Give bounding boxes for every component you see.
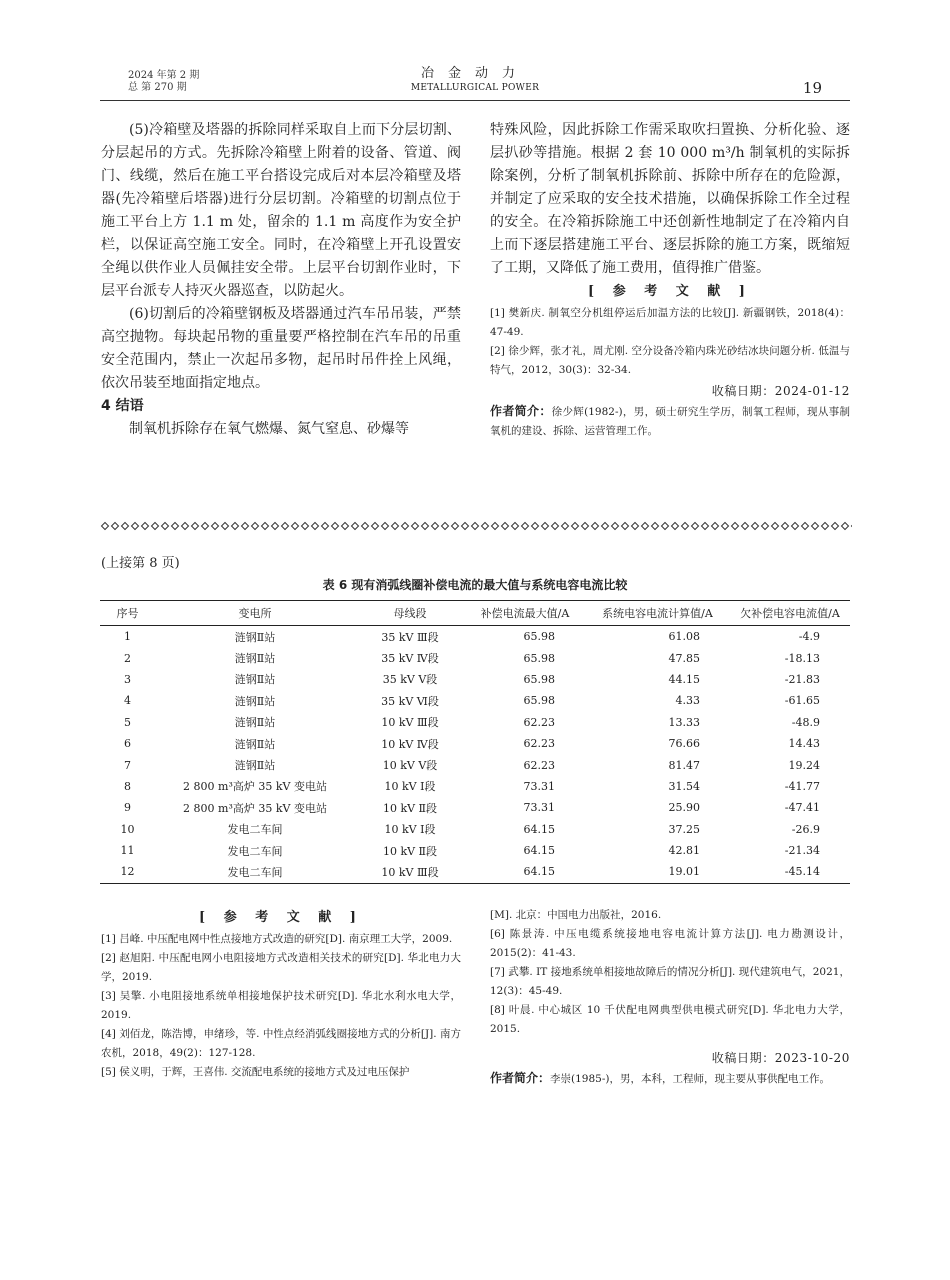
paragraph-conclusion-cont: 特殊风险，因此拆除工作需采取吹扫置换、分析化验、逐层扒砂等措施。根据 2 套 10 000 m³/h 制氧机的实际拆除案例，分析了制氧机拆除前、拆除中所存在的危险源，并制定了应采取的安全技术措施，以确保拆除工作全过程的安全。在冷箱拆除施工中还创新性地制定了在冷箱内自上而下逐层搭建施工平台、逐层拆除的施工方案，既缩短了工期，又降低了施工费用，值得推广借鉴。 [490,122,850,276]
journal-title [350,66,600,94]
reference-item: [5] 侯义明，于辉，王喜伟. 交流配电系统的接地方式及过电压保护 [101,1066,410,1078]
table-cell: -41.77 [784,779,820,793]
page-number: 19 [802,79,822,97]
table-cell: 涟钢Ⅱ站 [234,694,276,708]
table-cell: 1 [124,630,131,644]
total-issue: 总 第 270 期 [128,82,187,93]
table-cell: 37.25 [668,822,700,836]
table-cell: 76.66 [668,737,700,751]
author-bio-text: 李崇(1985-)，男，本科，工程师，现主要从事供配电工作。 [550,1073,830,1085]
table-cell: 35 kV Ⅴ段 [382,673,438,687]
table-cell: 65.98 [523,630,555,644]
table-row [100,840,850,861]
reference-item: [4] 刘佰龙，陈浩博，申绪珍，等. 中性点经消弧线圈接地方式的分析[J]. 南方农机，2018，49(2)：127-128. [101,1028,461,1059]
bottom-right-column [490,906,850,1089]
table-cell: -45.14 [730,861,850,883]
table-cell: 65.98 [523,651,555,665]
table-cell: -21.34 [784,844,820,858]
paragraph-step-6: (6)切割后的冷箱壁钢板及塔器通过汽车吊吊装，严禁高空抛物。每块起吊物的重量要严格控制在汽车吊的吊重安全范围内，禁止一次起吊多物，起吊时吊件拴上风绳，依次吊装至地面指定地点。 [101,306,461,391]
section-heading-conclusion: 4 结语 [101,398,144,414]
column-header: 欠补偿电容电流值/A [730,601,850,626]
table-cell: 65.98 [523,694,555,708]
reference-item: [2] 徐少辉，张才礼，周尤刚. 空分设备冷箱内珠光砂结冰块问题分析. 低温与特气，2012，30(3)：32-34. [490,345,850,376]
table-cell: 10 kV Ⅱ段 [382,801,438,815]
author-bio [490,1069,850,1089]
column-header: 变电所 [155,601,355,626]
table-cell: 62.23 [523,737,555,751]
table-cell: 4.33 [675,694,700,708]
table-cell: 涟钢Ⅱ站 [234,652,276,666]
reference-item: [6] 陈景涛. 中压电缆系统接地电容电流计算方法[J]. 电力勘测设计，2015(2)：41-43. [490,928,850,959]
column-header: 母线段 [355,601,465,626]
table-cell: 9 [124,801,131,815]
table-cell: -21.83 [784,672,820,686]
journal-title-cn: 冶金动力 [420,66,529,81]
table-cell: -4.9 [798,630,820,644]
references-heading: [ 参 考 文 献 ] [199,910,363,925]
table-row [100,776,850,797]
table-caption: 表 6 现有消弧线圈补偿电流的最大值与系统电容电流比较 [322,578,628,592]
reference-item: [2] 赵旭阳. 中压配电网小电阻接地方式改造相关技术的研究[D]. 华北电力大学，2019. [101,952,461,983]
table-cell: 35 kV Ⅳ段 [381,652,439,666]
table-cell: 31.54 [668,779,700,793]
table-cell: 2 800 m³高炉 35 kV 变电站 [183,780,327,794]
table-row [100,690,850,711]
table-cell: 2 [124,651,131,665]
table-cell: 10 [120,822,135,836]
table-cell: 涟钢Ⅱ站 [234,737,276,751]
table-cell: 73.31 [523,779,555,793]
author-bio [490,402,850,441]
table-cell: 62.23 [523,758,555,772]
received-date: 收稿日期：2023-10-20 [711,1051,850,1065]
table-cell: 10 kV Ⅰ段 [384,823,436,837]
table-cell: 73.31 [523,801,555,815]
table-cell: 发电二车间 [155,861,355,883]
table-cell: 64.15 [465,861,585,883]
table-cell: 7 [124,758,131,772]
article-separator [100,521,852,531]
table-cell: -18.13 [784,651,820,665]
table-cell: 10 kV Ⅲ段 [381,716,439,730]
received-date: 收稿日期：2024-01-12 [711,384,850,398]
paragraph-step-5: (5)冷箱壁及塔器的拆除同样采取自上而下分层切割、分层起吊的方式。先拆除冷箱壁上附着的设备、管道、阀门、线缆，然后在施工平台搭设完成后对本层冷箱壁及塔器(先冷箱壁后塔器)进行分层切割。冷箱壁的切割点位于施工平台上方 1.1 m 处，留余的 1.1 m 高度作为安全护栏，以保证高空施工安全。同时，在冷箱壁上开孔设置安全绳以供作业人员佩挂安全带。上层平台切割作业时，下层平台派专人持灭火器巡查，以防起火。 [101,122,461,299]
reference-item: [M]. 北京：中国电力出版社，2016. [490,909,662,921]
table-cell: 64.15 [523,822,555,836]
table-row [100,819,850,840]
table-cell: 10 kV Ⅳ段 [381,737,439,751]
table-row [100,712,850,733]
table-cell: 3 [124,672,131,686]
table-cell: 12 [100,861,155,883]
column-header: 补偿电流最大值/A [465,601,585,626]
table-row [100,626,850,648]
author-bio-text: 徐少辉(1982-)，男，硕士研究生学历，制氧工程师，现从事制氧机的建设、拆除、运营管理工作。 [490,406,850,437]
table-cell: 25.90 [668,801,700,815]
table-cell: 42.81 [668,844,700,858]
table-cell: -48.9 [791,715,820,729]
continued-note: (上接第 8 页) [101,556,180,571]
table-cell: 19.24 [788,758,820,772]
table-cell: 35 kV Ⅲ段 [381,630,439,644]
table-cell: 涟钢Ⅱ站 [234,759,276,773]
table-cell: 19.01 [585,861,730,883]
table-cell: 8 [124,779,131,793]
table-cell: 发电二车间 [227,844,283,858]
paragraph-conclusion: 制氧机拆除存在氧气燃爆、氮气窒息、砂爆等 [129,421,409,437]
table-cell: 13.33 [668,715,700,729]
table-cell: 10 kV Ⅲ段 [355,861,465,883]
table-header-row [100,601,850,626]
reference-item: [8] 叶晨. 中心城区 10 千伏配电网典型供电模式研究[D]. 华北电力大学，2015. [490,1004,850,1035]
table-cell: 6 [124,737,131,751]
table-cell: 涟钢Ⅱ站 [234,673,276,687]
table-cell: 2 800 m³高炉 35 kV 变电站 [183,801,327,815]
bottom-left-column [101,906,461,1082]
right-column [490,119,850,441]
table-cell: 44.15 [668,672,700,686]
table-cell: 35 kV Ⅵ段 [381,694,439,708]
table-cell: 10 kV Ⅱ段 [382,844,438,858]
table-cell: -61.65 [784,694,820,708]
table-cell: 62.23 [523,715,555,729]
table-cell: 涟钢Ⅱ站 [234,630,276,644]
table-cell: 14.43 [788,737,820,751]
column-header: 系统电容电流计算值/A [585,601,730,626]
table-cell: 64.15 [523,844,555,858]
table-row [100,797,850,818]
table-cell: 47.85 [668,651,700,665]
table-row [100,861,850,883]
table-cell: 11 [120,844,135,858]
author-bio-label: 作者简介： [490,404,552,418]
table-row [100,733,850,754]
table-row [100,647,850,668]
journal-title-en: METALLURGICAL POWER [410,83,540,93]
table-cell: 发电二车间 [227,823,283,837]
table-cell: 4 [124,694,131,708]
data-table [100,600,850,884]
reference-item: [3] 吴擎. 小电阻接地系统单相接地保护技术研究[D]. 华北水利水电大学，2019. [101,990,461,1021]
reference-item: [1] 樊新庆. 制氧空分机组停运后加温方法的比较[J]. 新疆钢铁，2018(4)：47-49. [490,307,850,338]
column-header: 序号 [100,601,155,626]
table-cell: 10 kV Ⅴ段 [382,759,438,773]
references-heading: [ 参 考 文 献 ] [588,284,752,299]
table-cell: 61.08 [668,630,700,644]
issue-number: 2024 年第 2 期 [128,70,200,81]
table-body [100,626,850,884]
reference-item: [1] 吕峰. 中压配电网中性点接地方式改造的研究[D]. 南京理工大学，2009. [101,933,453,945]
table-cell: 5 [124,715,131,729]
table-cell: 65.98 [523,672,555,686]
table-row [100,669,850,690]
table-cell: -26.9 [791,822,820,836]
issue-info [128,70,199,94]
table-cell: -47.41 [784,801,820,815]
reference-item: [7] 武攀. IT 接地系统单相接地故障后的情况分析[J]. 现代建筑电气，2021，12(3)：45-49. [490,966,850,997]
header-rule [100,100,850,101]
table-cell: 10 kV Ⅰ段 [384,780,436,794]
table-row [100,754,850,775]
left-column [101,119,461,441]
author-bio-label: 作者简介： [490,1071,551,1085]
table-cell: 涟钢Ⅱ站 [234,716,276,730]
table-cell: 81.47 [668,758,700,772]
